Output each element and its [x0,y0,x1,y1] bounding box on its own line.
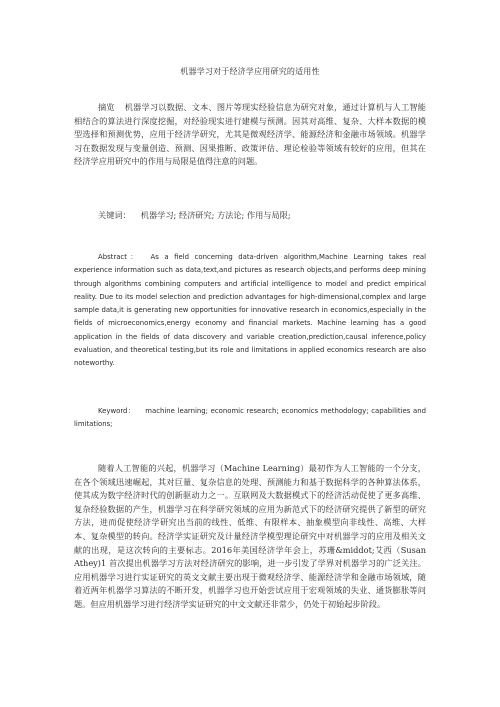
english-abstract-text: As a field concerning data-driven algorithm,Machine Learning takes real experience information such as data,text,and pictures as research objects,and performs deep mining through algorithms combining computers and artificial intelligence to model and predict empirical reality. Due to its model selection and prediction advantages for high-dimensional,complex and large sample data,it is generating new opportunities for innovative research in economics,especially in the fields of microeconomics,energy economy and financial markets. Machine learning has a good application in the fields of data discovery and variable creation,prediction,causal inference,policy evaluation, and theoretical testing,but its role and limitations in applied economics research are also noteworthy. [74,253,426,368]
english-keywords-text: machine learning; economic research; economics methodology; capabilities and limitations; [74,407,426,429]
chinese-abstract-label: 摘览 [98,102,115,112]
chinese-abstract-text: 机器学习以数据、文本、图片等现实经验信息为研究对象，通过计算机与人工智能相结合的算法进行深度挖掘，对经验现实进行建模与预测。因其对高维、复杂、大样本数据的模型选择和预测优势，应用于经济学研究，尤其是微观经济学、能源经济和金融市场领域。机器学习在数据发现与变量创造、预测、因果推断、政策评估、理论检验等领域有较好的应用，但其在经济学应用研究中的作用与局限是值得注意的问题。 [74,102,426,167]
chinese-keywords-label: 关键词： [98,210,131,220]
english-abstract [74,251,426,371]
english-keywords-label: Keyword： [98,407,136,415]
chinese-keywords [74,209,426,223]
chinese-abstract [74,101,426,169]
paper-title: 机器学习对于经济学应用研究的适用性 [180,67,320,76]
body-paragraph: 随着人工智能的兴起，机器学习（Machine Learning）最初作为人工智能的一个分支，在各个领域迅速崛起，其对巨量、复杂信息的处理、预测能力和基于数据科学的各种算法体系，使其成为数字经济时代的创新驱动力之一。互联网及大数据模式下的经济活动促使了更多高维、复杂经验数据的产生，机器学习在科学研究领域的应用为新范式下的经济研究提供了新型的研究方法，进而促使经济学研究出当前的线性、低维、有限样本、抽象模型向非线性、高维、大样本、复杂模型的转向。经济学实证研究及计量经济学模型理论研究中对机器学习的应用及相关文献的出现，是这次转向的主要标志。2016年美国经济学年会上，苏珊&middot;艾西（Susan Athey)1 首次提出机器学习方法对经济研究的影响，进一步引发了学界对机器学习的广泛关注。应用机器学习进行实证研究的英文文献主要出现于微观经济学、能源经济学和金融市场领域，随着近两年机器学习算法的不断开发，机器学习也开始尝试应用于宏观领域的失业、通货膨胀等问题。但应用机器学习进行经济学实证研究的中文文献还非常少，仍处于初始起步阶段。 [74,463,426,609]
english-keywords [74,405,426,432]
chinese-keywords-text: 机器学习; 经济研究; 方法论; 作用与局限; [140,210,291,220]
english-abstract-label: Abstract： [98,253,141,261]
